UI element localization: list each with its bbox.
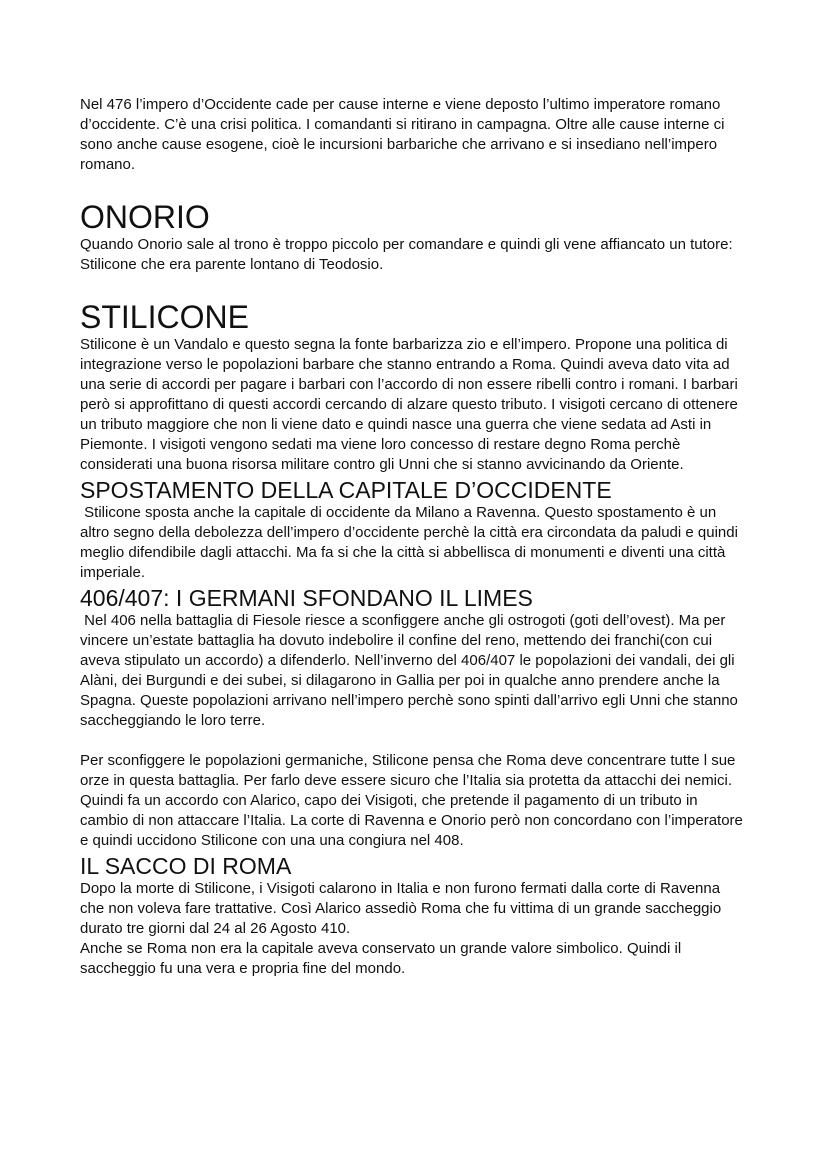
spostamento-paragraph: Stilicone sposta anche la capitale di occidente da Milano a Ravenna. Questo spostamento è un altro segno della debolezza dell’impero d’occidente perchè la città era circondata da paludi e quindi meglio difendibile dagli attacchi. Ma fa si che la città si abbellisca di monumenti e diventi una città imperiale. <box>80 504 743 581</box>
stilicone-paragraph: Stilicone è un Vandalo e questo segna la fonte barbarizza zio e ell’impero. Propone una politica di integrazione verso le popolazioni barbare che stanno entrando a Roma. Quindi aveva dato vita ad una serie di accordi per pagare i barbari con l’accordo di non essere ribelli contro i romani. I barbari però si approfittano di questi accordi cercando di alzare questo tributo. I visigoti cercano di ottenere un tributo maggiore che non li viene dato e quindi nasce una guerra che viene sedata ad Asti in Piemonte. I visigoti vengono sedati ma viene loro concesso di restare degno Roma perchè considerati una buona risorsa militare contro gli Unni che si stanno avvicinando da Oriente. <box>80 336 738 473</box>
germani-paragraph-2: Per sconfiggere le popolazioni germaniche, Stilicone pensa che Roma deve concentrare tutte l sue orze in questa battaglia. Per farlo deve essere sicuro che l’Italia sia protetta da attacchi dei nemici. Quindi fa un accordo con Alarico, capo dei Visigoti, che pretende il pagamento di un tributo in cambio di non attaccare l’Italia. La corte di Ravenna e Onorio però non concordano con l’imperatore e quindi uccidono Stilicone con una una congiura nel 408. <box>80 752 743 849</box>
heading-spostamento-capitale: SPOSTAMENTO DELLA CAPITALE D’OCCIDENTE <box>80 477 612 503</box>
sacco-paragraph-2: Anche se Roma non era la capitale aveva conservato un grande valore simbolico. Quindi il saccheggio fu una vera e propria fine del mondo. <box>80 940 682 977</box>
heading-onorio: ONORIO <box>80 199 210 235</box>
sacco-paragraph-1: Dopo la morte di Stilicone, i Visigoti calarono in Italia e non furono fermati dalla corte di Ravenna che non voleva fare trattative. Così Alarico assediò Roma che fu vittima di un grande saccheggio durato tre giorni dal 24 al 26 Agosto 410. <box>80 880 722 937</box>
paragraph-gap <box>80 731 748 751</box>
intro-paragraph: Nel 476 l’impero d’Occidente cade per cause interne e viene deposto l’ultimo imperatore romano d’occidente. C’è una crisi politica. I comandanti si ritirano in campagna. Oltre alle cause interne ci sono anche cause esogene, cioè le incursioni barbariche che arrivano e si insediano nell’impero romano. <box>80 96 725 173</box>
heading-stilicone: STILICONE <box>80 299 249 335</box>
heading-sacco-roma: IL SACCO DI ROMA <box>80 853 292 879</box>
heading-germani-limes: 406/407: I GERMANI SFONDANO IL LIMES <box>80 585 533 611</box>
germani-paragraph-1: Nel 406 nella battaglia di Fiesole riesce a sconfiggere anche gli ostrogoti (goti dell’ovest). Ma per vincere un’estate battaglia ha dovuto indebolire il confine del reno, mettendo dei franchi(con cui aveva stipulato un accordo) a difenderlo. Nell’inverno del 406/407 le popolazioni dei vandali, dei gli Alàni, dei Burgundi e dei subei, si dilagarono in Gallia per poi in qualche anno prendere anche la Spagna. Queste popolazioni arrivano nell’impero perchè sono spinti dall’arrivo egli Unni che stanno saccheggiando le loro terre. <box>80 612 743 729</box>
onorio-paragraph: Quando Onorio sale al trono è troppo piccolo per comandare e quindi gli vene affiancato un tutore: Stilicone che era parente lontano di Teodosio. <box>80 236 733 273</box>
